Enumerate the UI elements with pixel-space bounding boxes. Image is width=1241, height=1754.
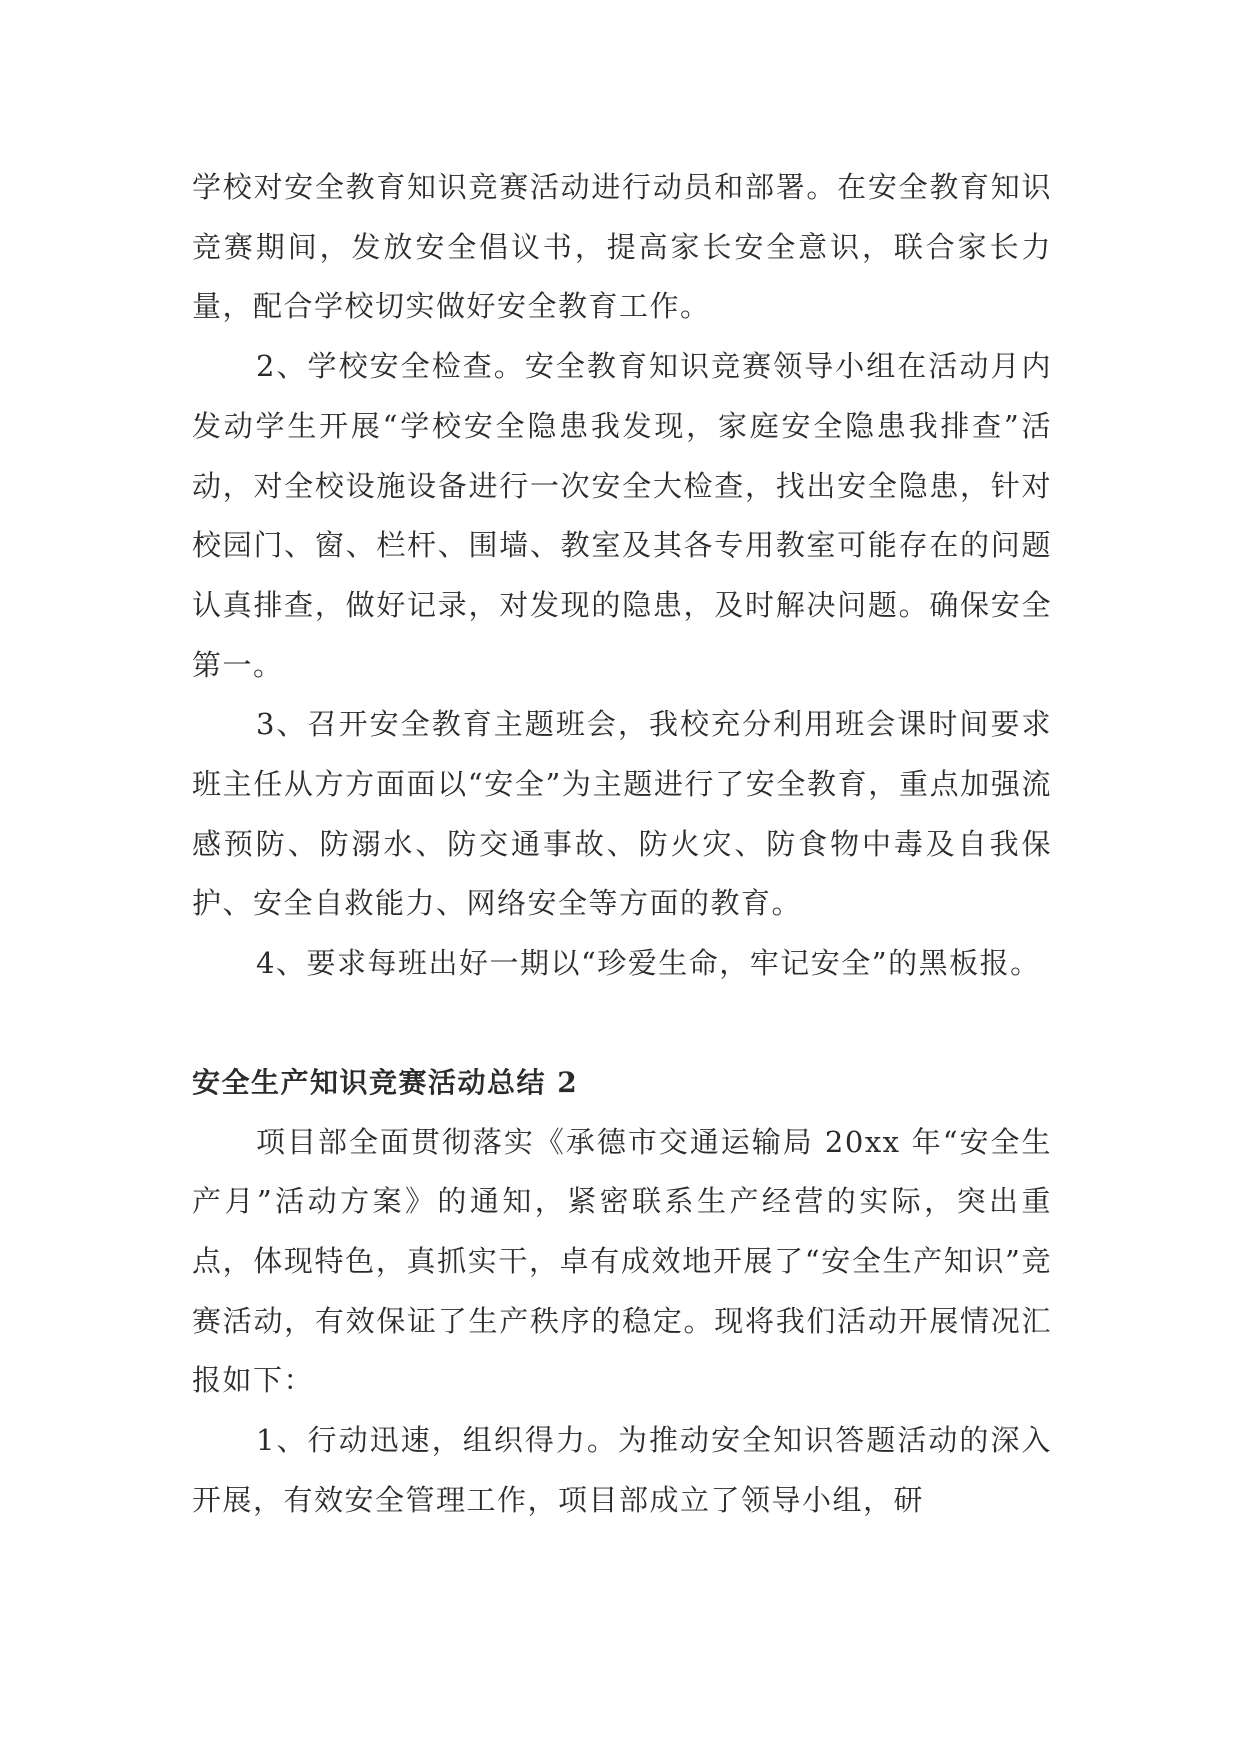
paragraph-action-organization: 1、行动迅速，组织得力。为推动安全知识答题活动的深入开展，有效安全管理工作，项目部成立了领导小组，研 — [192, 1423, 1052, 1517]
section-gap — [192, 994, 1052, 1053]
document-body — [192, 158, 1052, 1530]
paragraph-project-intro: 项目部全面贯彻落实《承德市交通运输局 20xx 年“安全生产月”活动方案》的通知，紧密联系生产经营的实际，突出重点，体现特色，真抓实干，卓有成效地开展了“安全生产知识”竞赛活动，有效保证了生产秩序的稳定。现将我们活动开展情况汇报如下： — [192, 1124, 1052, 1398]
paragraph-safety-inspection: 2、学校安全检查。安全教育知识竞赛领导小组在活动月内发动学生开展“学校安全隐患我发现，家庭安全隐患我排查”活动，对全校设施设备进行一次安全大检查，找出安全隐患，针对校园门、窗、栏杆、围墙、教室及其各专用教室可能存在的问题认真排查，做好记录，对发现的隐患，及时解决问题。确保安全第一。 — [192, 349, 1052, 682]
paragraph-blackboard: 4、要求每班出好一期以“珍爱生命，牢记安全”的黑板报。 — [256, 946, 1041, 981]
section-title: 安全生产知识竞赛活动总结 2 — [192, 1065, 579, 1099]
paragraph-mobilization: 学校对安全教育知识竞赛活动进行动员和部署。在安全教育知识竞赛期间，发放安全倡议书，提高家长安全意识，联合家长力量，配合学校切实做好安全教育工作。 — [192, 170, 1052, 324]
paragraph-class-meeting: 3、召开安全教育主题班会，我校充分利用班会课时间要求班主任从方方面面以“安全”为主题进行了安全教育，重点加强流感预防、防溺水、防交通事故、防火灾、防食物中毒及自我保护、安全自救能力、网络安全等方面的教育。 — [192, 707, 1052, 921]
